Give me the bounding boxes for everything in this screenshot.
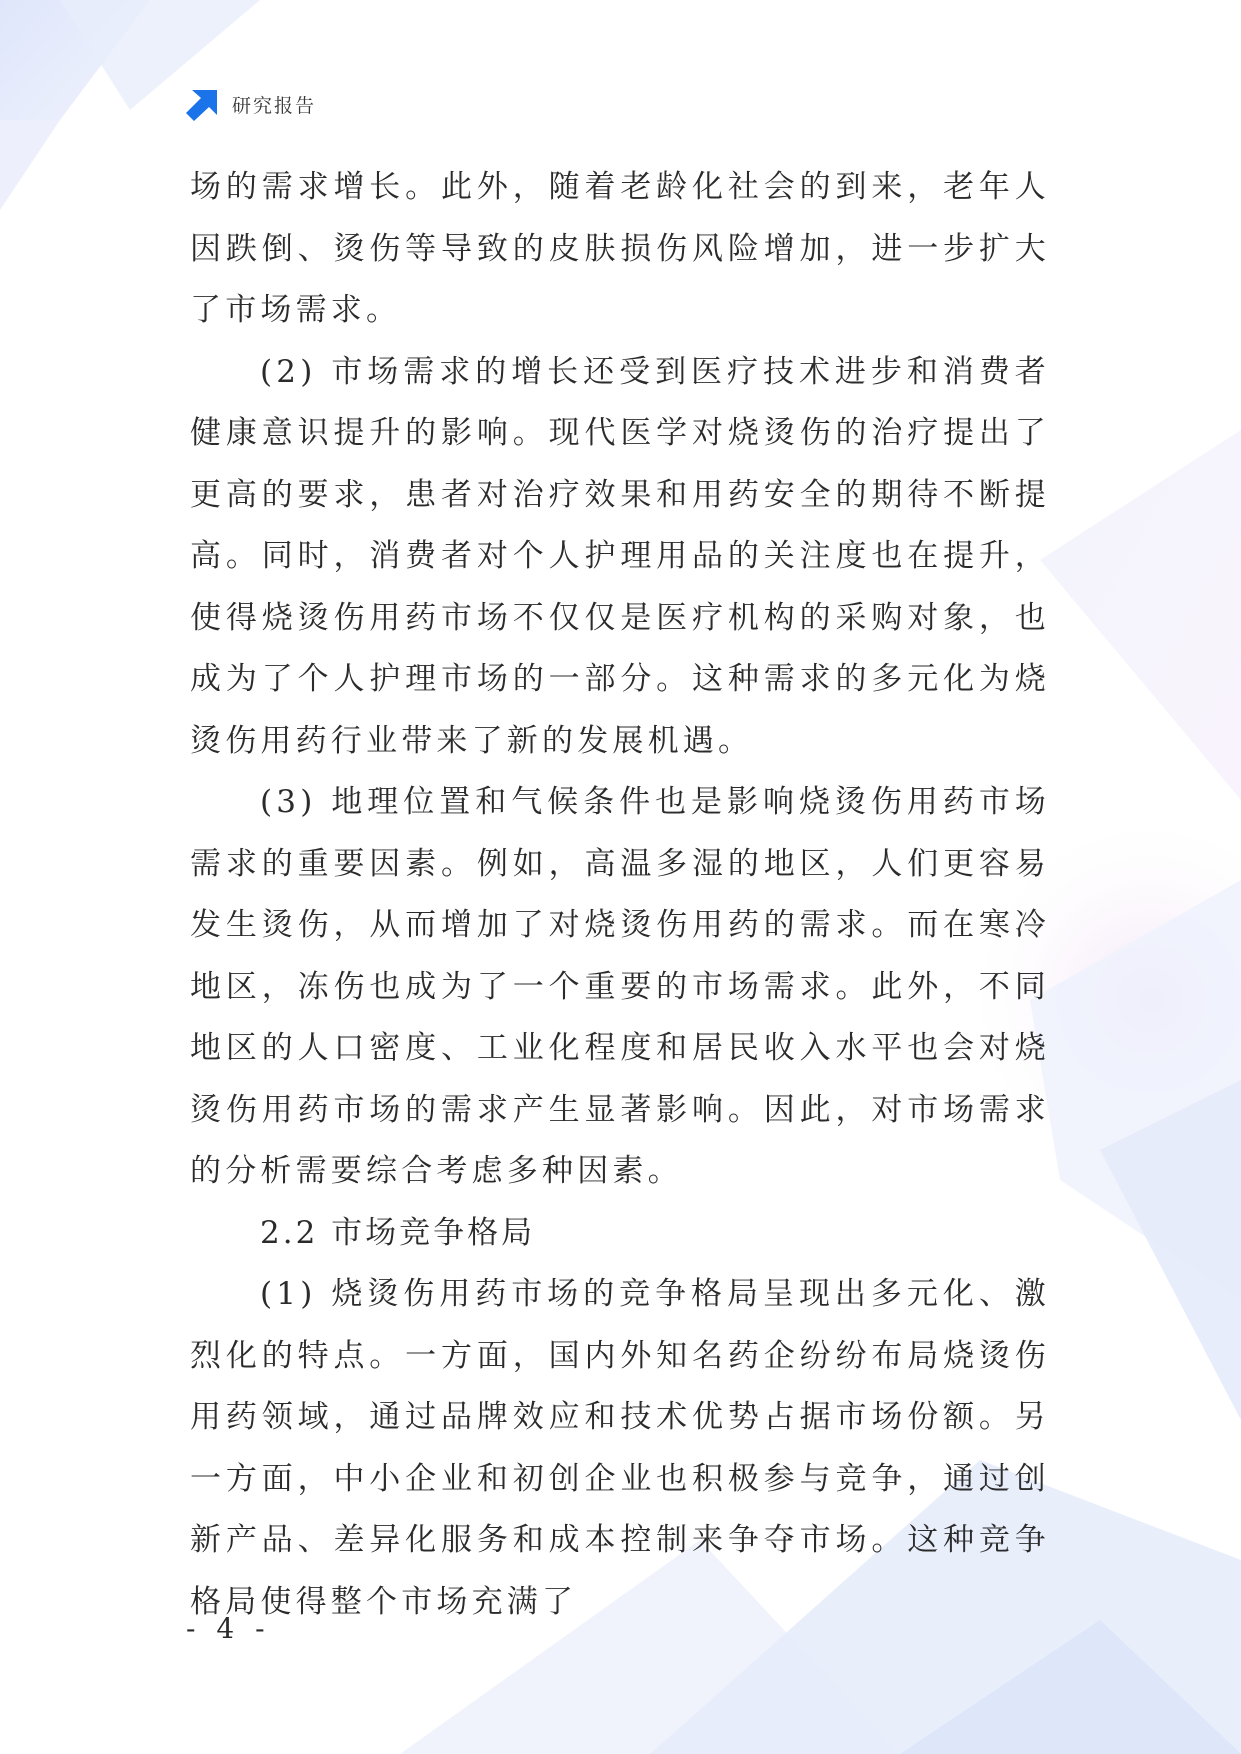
paragraph-item-3: (3) 地理位置和气候条件也是影响烧烫伤用药市场需求的重要因素。例如，高温多湿的地区，人们更容易发生烫伤，从而增加了对烧烫伤用药的需求。而在寒冷地区，冻伤也成为了一个重要的市场需求。此外，不同地区的人口密度、工业化程度和居民收入水平也会对烧烫伤用药市场的需求产生显著影响。因此，对市场需求的分析需要综合考虑多种因素。 (190, 784, 1050, 1189)
arrow-up-right-icon (186, 87, 220, 121)
header-label: 研究报告 (232, 94, 317, 117)
section-heading: 2.2 市场竞争格局 (260, 1214, 536, 1251)
page-number: - 4 - (186, 1612, 271, 1645)
report-header (186, 86, 316, 122)
paragraph-section-item-1: (1) 烧烫伤用药市场的竞争格局呈现出多元化、激烈化的特点。一方面，国内外知名药企纷纷布局烧烫伤用药领域，通过品牌效应和技术优势占据市场份额。另一方面，中小企业和初创企业也积极参与竞争，通过创新产品、差异化服务和成本控制来争夺市场。这种竞争格局使得整个市场充满了 (190, 1276, 1050, 1620)
paragraph-item-2: (2) 市场需求的增长还受到医疗技术进步和消费者健康意识提升的影响。现代医学对烧烫伤的治疗提出了更高的要求，患者对治疗效果和用药安全的期待不断提高。同时，消费者对个人护理用品的关注度也在提升，使得烧烫伤用药市场不仅仅是医疗机构的采购对象，也成为了个人护理市场的一部分。这种需求的多元化为烧烫伤用药行业带来了新的发展机遇。 (190, 353, 1050, 759)
document-body (190, 157, 1050, 1633)
paragraph-continued: 场的需求增长。此外，随着老龄化社会的到来，老年人因跌倒、烫伤等导致的皮肤损伤风险增加，进一步扩大了市场需求。 (190, 169, 1050, 328)
